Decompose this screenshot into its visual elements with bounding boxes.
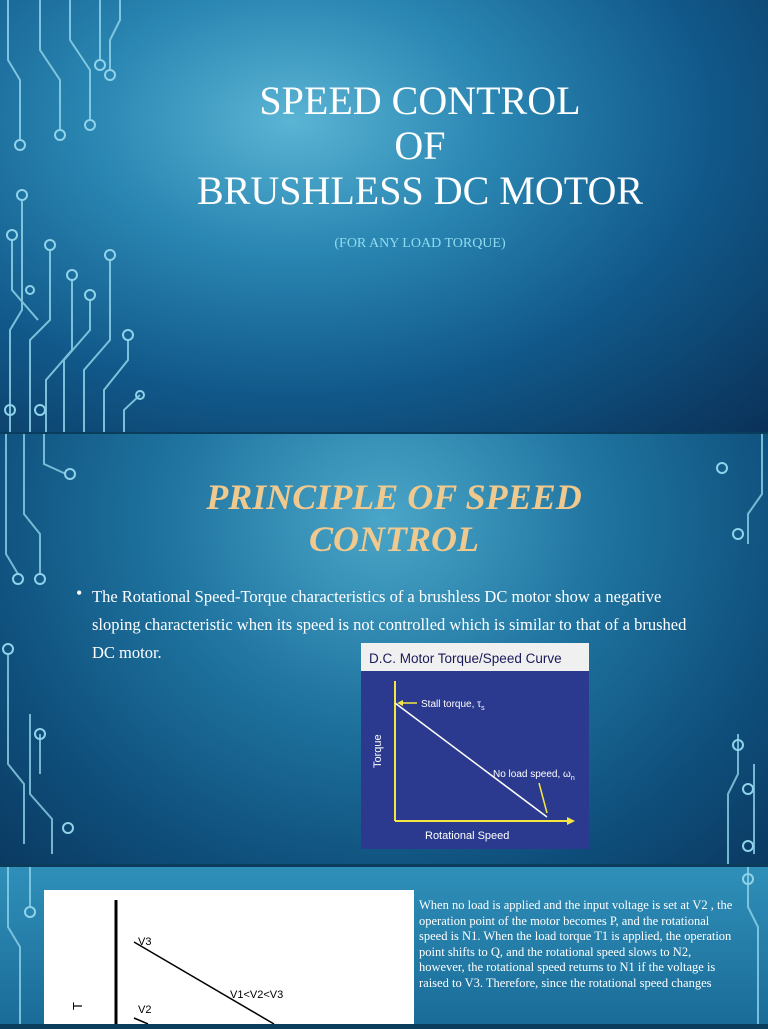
circuit-decoration-left xyxy=(0,0,150,432)
voltage-graph xyxy=(44,890,414,1024)
v3-label: V3 xyxy=(138,936,152,948)
slide2-title-line2: CONTROL xyxy=(309,519,479,559)
circuit-decoration-left-3 xyxy=(0,867,50,1024)
v2-line xyxy=(134,1018,148,1024)
slide1-subtitle: (FOR ANY LOAD TORQUE) xyxy=(334,236,506,251)
slide1-title-line2: OF xyxy=(394,123,446,168)
voltage-graph-panel xyxy=(44,890,414,1024)
slide-title xyxy=(0,0,768,432)
v2-label: V2 xyxy=(138,1004,152,1016)
stall-torque-sub: s xyxy=(481,705,485,712)
slide1-title-line3: BRUSHLESS DC MOTOR xyxy=(196,168,644,213)
circuit-decoration-left-2 xyxy=(0,434,83,864)
slide3-paragraph: When no load is applied and the input voltage is set at V2 , the operation point of the motor becomes P, and the rotational speed is N1. When the load torque T1 is applied, the operation point shifts to Q, and the rotational speed slows to N2, however, the rotational speed returns to N1 if the voltage is raised to V3. Therefore, since the rotational speed changes xyxy=(419,898,733,990)
graph-axis-t-label: T xyxy=(70,1002,85,1010)
slide1-title xyxy=(100,78,740,213)
figure-y-label: Torque xyxy=(372,734,384,768)
figure-x-label: Rotational Speed xyxy=(425,830,510,842)
stall-torque-text: Stall torque, τ xyxy=(421,699,482,710)
slide2-bullet-text: The Rotational Speed-Torque characteristics of a brushless DC motor show a negative sloping characteristic when its speed is not controlled which is similar to that of a brushed DC motor. xyxy=(92,587,687,662)
circuit-decoration-right-3 xyxy=(728,867,768,1024)
circuit-decoration-right-2 xyxy=(708,434,768,864)
bullet-dot: • xyxy=(76,583,83,603)
slide1-title-line1: SPEED CONTROL xyxy=(259,78,581,123)
voltage-relation-label: V1<V2<V3 xyxy=(230,989,284,1001)
v3-line xyxy=(134,942,274,1024)
no-load-sub: n xyxy=(570,775,575,782)
torque-speed-figure xyxy=(361,643,589,849)
figure-title: D.C. Motor Torque/Speed Curve xyxy=(369,651,562,666)
no-load-text: No load speed, ω xyxy=(493,769,571,780)
slide2-title xyxy=(120,476,668,560)
slide2-title-line1: PRINCIPLE OF SPEED xyxy=(206,477,582,517)
